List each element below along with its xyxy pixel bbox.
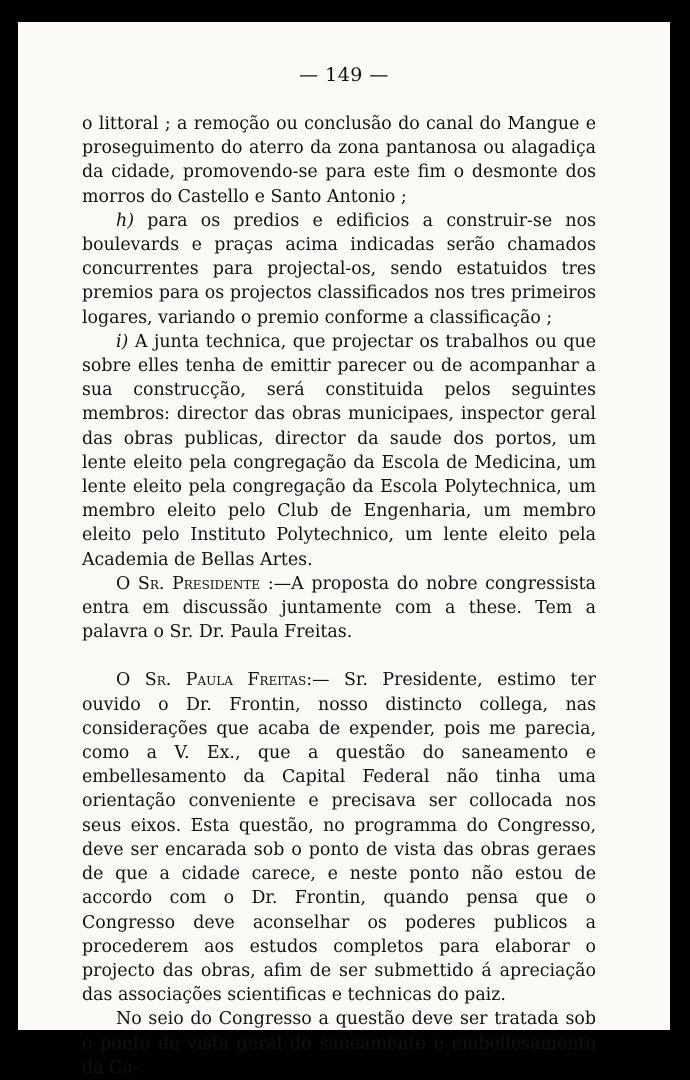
paragraph-text: No seio do Congresso a questão deve ser tratada sob o ponto de vista geral do saneamento e embellesamento da Ca- — [82, 1009, 596, 1078]
item-marker: i) — [116, 331, 129, 352]
paragraph-1 — [82, 112, 596, 209]
paragraph-paula-freitas — [82, 668, 596, 1007]
book-page — [18, 22, 670, 1078]
speaker-name: O Sr. Paula Freitas:— — [116, 670, 330, 691]
paragraph-h — [82, 209, 596, 330]
paragraph-i — [82, 330, 596, 572]
paragraph-text: Sr. Presidente, estimo ter ouvido o Dr. Frontin, nosso distincto collega, nas considerações que acaba de expender, pois me parecia, como a V. Ex., que a questão do saneamento e embellesamento da Capital Federal não tinha uma orientação conveniente e precisava ser collocada nos seus eixos. Esta questão, no programma do Congresso, deve ser encarada sob o ponto de vista das obras geraes de que a cidade carece, e neste ponto não estou de accordo com o Dr. Frontin, quando pensa que o Congresso deve aconselhar os poderes publicos a procederem aos estudos completos para elaborar o projecto das obras, afim de ser submettido á apreciação das associações scientificas e technicas do paiz. — [82, 670, 596, 1006]
paragraph-final — [82, 1007, 596, 1080]
item-marker: h) — [116, 210, 134, 231]
paragraph-text: A proposta do nobre congressista entra em discussão juntamente com a these. Tem a palavra o Sr. Dr. Paula Freitas. — [82, 573, 597, 643]
paragraph-gap — [82, 644, 596, 668]
paragraph-text: o littoral ; a remoção ou conclusão do canal do Mangue e proseguimento do aterro da zona pantanosa ou alagadiça da cidade, promovendo-se para este fim o desmonte dos morros do Castello e Santo Antonio ; — [82, 114, 596, 207]
body-text — [82, 112, 596, 1080]
speaker-name: O Sr. Presidente :— — [116, 573, 292, 594]
paragraph-text: A junta technica, que projectar os trabalhos ou que sobre elles tenha de emittir parecer ou de acompanhar a sua construcção, será constituida pelos seguintes membros: director das obras municipaes, inspector geral das obras publicas, director da saude dos portos, um lente eleito pela congregação da Escola de Medicina, um lente eleito pela congregação da Escola Polytechnica, um membro eleito pelo Club de Engenharia, um membro eleito pelo Instituto Polytechnico, um lente eleito pela Academia de Bellas Artes. — [82, 331, 596, 570]
page-number: — 149 — — [299, 64, 389, 86]
paragraph-text: para os predios e edificios a construir-se nos boulevards e praças acima indicadas serão chamados concurrentes para projectal-os, sendo estatuidos tres premios para os projectos classificados nos tres primeiros logares, variando o premio conforme a classificação ; — [82, 210, 596, 328]
paragraph-presidente — [82, 572, 596, 645]
